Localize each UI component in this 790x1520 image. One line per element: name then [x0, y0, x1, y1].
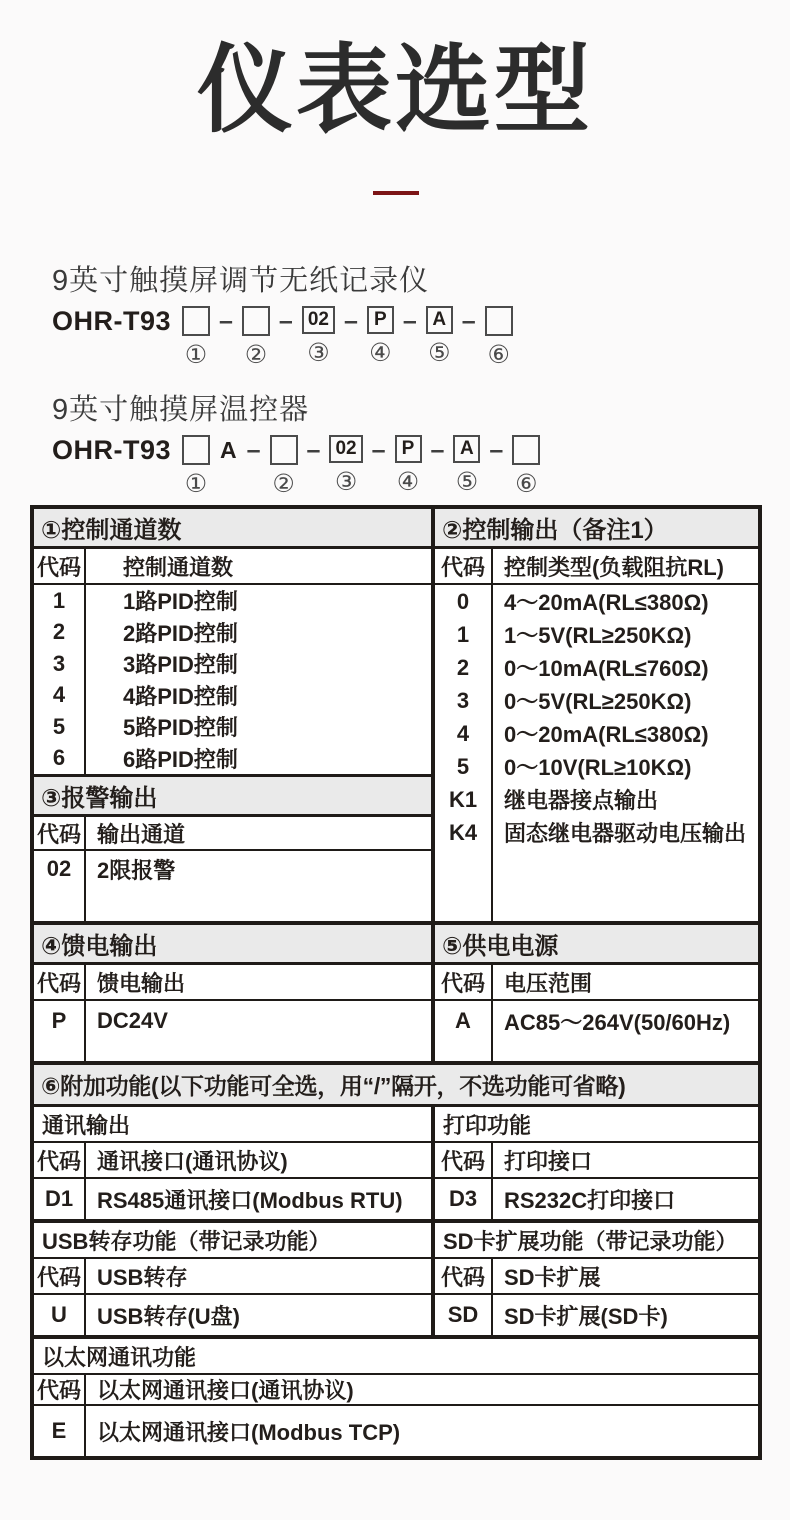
desc-header: 输出通道: [97, 821, 186, 847]
code-cell: 1: [34, 585, 86, 617]
table-row: [34, 711, 431, 743]
model-block-recorder: [52, 258, 540, 367]
desc-header: 馈电输出: [97, 970, 186, 996]
desc-cell: RS485通讯接口(Modbus RTU): [97, 1187, 403, 1213]
table-header: [34, 1375, 758, 1406]
code-box: A: [426, 306, 453, 334]
code-box: 02: [302, 306, 335, 334]
table-header: [34, 1143, 431, 1179]
section-title-5: ⑤供电电源: [435, 925, 758, 965]
desc-cell: 4～20mA(RL≤380Ω): [504, 590, 709, 615]
desc-cell: 以太网通讯接口(Modbus TCP): [97, 1419, 401, 1445]
table-rows: [34, 1295, 431, 1335]
model-slots: [182, 435, 540, 496]
code-cell: SD: [435, 1295, 493, 1335]
code-box: [485, 306, 513, 336]
code-cell: 5: [435, 750, 493, 783]
desc-cell: 3路PID控制: [123, 652, 238, 678]
table-row: [435, 585, 758, 618]
table-row: [34, 648, 431, 680]
code-cell: 0: [435, 585, 493, 618]
code-box: [182, 306, 210, 336]
code-cell: E: [34, 1406, 86, 1456]
position-marker: ④: [396, 467, 420, 496]
model-code-box: [453, 435, 480, 494]
table-row: [34, 851, 431, 887]
table-rows: [435, 1295, 758, 1335]
code-header: 代码: [435, 1143, 493, 1177]
block-power: [34, 925, 758, 1065]
table-row: [435, 717, 758, 750]
desc-cell: 2限报警: [97, 857, 176, 883]
position-marker: ⑥: [515, 469, 538, 498]
desc-cell: 1路PID控制: [123, 589, 238, 615]
code-box: P: [395, 435, 422, 463]
desc-header: 通讯接口(通讯协议): [97, 1148, 288, 1174]
code-cell: 3: [435, 684, 493, 717]
code-cell: D3: [435, 1179, 493, 1219]
position-marker: ⑥: [487, 340, 510, 369]
code-header: 代码: [435, 1259, 493, 1293]
table-row: [34, 585, 431, 617]
model-empty-box: [485, 306, 513, 367]
model-empty-box: [182, 435, 210, 496]
table-row: [34, 1295, 431, 1335]
model-heading: 9英寸触摸屏温控器: [52, 394, 310, 426]
table-control-output: [435, 509, 758, 921]
desc-cell: USB转存(U盘): [97, 1303, 240, 1329]
code-cell: 3: [34, 648, 86, 680]
desc-cell: 0～20mA(RL≤380Ω): [504, 722, 709, 747]
table-header: [34, 549, 431, 585]
model-coding-section: [52, 258, 540, 496]
model-block-temp-controller: [52, 387, 540, 496]
position-marker: ②: [272, 469, 295, 498]
model-code-box: [426, 306, 453, 365]
position-marker: ⑤: [428, 338, 451, 367]
title-underline: [373, 191, 419, 195]
sub-title-print: 打印功能: [435, 1107, 758, 1143]
model-code-box: [302, 306, 335, 365]
model-prefix: OHR-T93: [52, 306, 172, 336]
desc-header: 打印接口: [504, 1148, 593, 1174]
desc-cell: 2路PID控制: [123, 620, 238, 646]
subrow-comm-print: [34, 1107, 758, 1223]
code-box: P: [367, 306, 394, 334]
table-row: [34, 1179, 431, 1219]
block-control: [34, 509, 758, 925]
table-rows: [34, 1001, 431, 1041]
table-header: [34, 1259, 431, 1295]
desc-cell: 0～10V(RL≥10KΩ): [504, 755, 692, 780]
block-additional-functions: [34, 1065, 758, 1456]
code-box: [242, 306, 270, 336]
code-box: [182, 435, 210, 465]
desc-cell: 0～5V(RL≥250KΩ): [504, 689, 692, 714]
code-header: 代码: [34, 1375, 86, 1404]
table-comm-output: [34, 1107, 435, 1219]
sub-title-ethernet: 以太网通讯功能: [34, 1339, 758, 1375]
code-header: 代码: [34, 817, 86, 849]
desc-cell: AC85～264V(50/60Hz): [504, 1009, 731, 1035]
dash-separator: –: [402, 306, 417, 335]
sub-title-comm: 通讯输出: [34, 1107, 431, 1143]
model-empty-box: [182, 306, 210, 367]
code-header: 代码: [34, 1259, 86, 1293]
empty-filler: [435, 1041, 758, 1061]
table-row: [34, 617, 431, 649]
desc-cell: 继电器接点输出: [504, 788, 659, 813]
model-empty-box: [242, 306, 270, 367]
subrow-usb-sd: [34, 1223, 758, 1339]
code-cell: 4: [435, 717, 493, 750]
model-prefix: OHR-T93: [52, 435, 172, 465]
table-sd-expansion: [435, 1223, 758, 1335]
dash-separator: –: [489, 435, 504, 464]
table-rows: [34, 585, 431, 774]
dash-separator: –: [343, 306, 358, 335]
position-marker: ①: [184, 469, 208, 498]
dash-separator: –: [461, 306, 476, 335]
section-title-6: ⑥附加功能(以下功能可全选，用“/”隔开，不选功能可省略): [34, 1065, 758, 1107]
dash-separator: –: [371, 435, 386, 464]
code-cell: 6: [34, 743, 86, 775]
table-row: [435, 651, 758, 684]
empty-filler: [34, 1041, 431, 1061]
desc-header: SD卡扩展: [504, 1264, 601, 1290]
code-header: 代码: [34, 549, 86, 583]
position-marker: ⑤: [455, 467, 479, 496]
dash-separator: –: [306, 435, 321, 464]
table-rows: [34, 1406, 758, 1456]
table-header: [34, 817, 431, 851]
code-cell: 5: [34, 711, 86, 743]
desc-cell: 固态继电器驱动电压输出: [504, 821, 747, 846]
dash-separator: –: [278, 306, 293, 335]
desc-cell: DC24V: [97, 1008, 168, 1033]
table-row: [435, 684, 758, 717]
code-cell: 2: [34, 617, 86, 649]
table-row: [34, 743, 431, 775]
dash-separator: –: [430, 435, 445, 464]
model-empty-box: [512, 435, 540, 496]
desc-header: USB转存: [97, 1264, 188, 1290]
table-header: [435, 1259, 758, 1295]
model-code-box: [329, 435, 362, 494]
table-row: [435, 1179, 758, 1219]
dash-separator: –: [246, 435, 261, 464]
model-code-box: [367, 306, 394, 365]
table-feed-output: [34, 925, 435, 1061]
section-title-4: ④馈电输出: [34, 925, 431, 965]
table-ethernet: [34, 1339, 758, 1456]
code-header: 代码: [34, 965, 86, 999]
table-header: [34, 965, 431, 1001]
page-title: 仪表选型: [197, 37, 593, 144]
position-marker: ④: [369, 338, 392, 367]
desc-header: 控制通道数: [123, 554, 234, 580]
sub-title-usb: USB转存功能（带记录功能）: [34, 1223, 431, 1259]
table-row: [435, 816, 758, 849]
position-marker: ③: [307, 338, 330, 367]
table-header: [435, 549, 758, 585]
code-box: [512, 435, 540, 465]
code-cell: P: [34, 1001, 86, 1041]
table-row: [435, 750, 758, 783]
table-row: [435, 1295, 758, 1335]
code-header: 代码: [435, 965, 493, 999]
desc-header: 电压范围: [504, 970, 593, 996]
code-box: [270, 435, 298, 465]
table-row: [34, 1001, 431, 1041]
model-slots: [182, 306, 513, 367]
table-row: [435, 783, 758, 816]
empty-filler: [435, 849, 758, 921]
code-cell: K1: [435, 783, 493, 816]
model-code-line: [52, 306, 540, 367]
code-header: 代码: [34, 1143, 86, 1177]
table-row: [435, 618, 758, 651]
dash-separator: –: [219, 306, 233, 335]
table-rows: [435, 585, 758, 849]
section-title-1: ①控制通道数: [34, 509, 431, 549]
desc-cell: 6路PID控制: [123, 746, 238, 772]
table-rows: [435, 1001, 758, 1041]
model-code-box: [395, 435, 422, 494]
table-row: [435, 1001, 758, 1041]
code-cell: A: [435, 1001, 493, 1041]
model-heading: 9英寸触摸屏调节无纸记录仪: [52, 265, 430, 297]
desc-cell: 5路PID控制: [123, 715, 238, 741]
code-box: A: [453, 435, 480, 463]
desc-cell: 1～5V(RL≥250KΩ): [504, 623, 692, 648]
position-marker: ③: [334, 467, 358, 496]
table-rows: [34, 1179, 431, 1219]
table-usb-transfer: [34, 1223, 435, 1335]
code-header: 代码: [435, 549, 493, 583]
code-cell: 02: [34, 851, 86, 887]
desc-header: 以太网通讯接口(通讯协议): [97, 1378, 354, 1403]
code-cell: 4: [34, 680, 86, 712]
code-cell: U: [34, 1295, 86, 1335]
table-header: [435, 1143, 758, 1179]
code-cell: K4: [435, 816, 493, 849]
table-rows: [435, 1179, 758, 1219]
selection-tables-panel: [30, 505, 762, 1460]
sub-title-sd: SD卡扩展功能（带记录功能）: [435, 1223, 758, 1259]
desc-header: 控制类型(负载阻抗RL): [504, 554, 724, 580]
model-empty-box: [270, 435, 298, 496]
desc-cell: 4路PID控制: [123, 683, 238, 709]
empty-filler: [34, 887, 431, 921]
table-power-supply: [435, 925, 758, 1061]
position-marker: ②: [244, 340, 268, 369]
code-box: 02: [329, 435, 362, 463]
table-row: [34, 1406, 758, 1456]
table-row: [34, 680, 431, 712]
section-title-2: ②控制输出（备注1）: [435, 509, 758, 549]
section-title-3: ③报警输出: [34, 774, 431, 817]
table-print-function: [435, 1107, 758, 1219]
code-cell: 1: [435, 618, 493, 651]
desc-cell: SD卡扩展(SD卡): [504, 1303, 668, 1329]
table-control-channels: [34, 509, 435, 921]
model-code-line: [52, 435, 540, 496]
desc-cell: RS232C打印接口: [504, 1187, 676, 1213]
model-fixed-letter: A: [220, 436, 237, 463]
desc-cell: 0～10mA(RL≤760Ω): [504, 656, 709, 681]
table-rows: [34, 851, 431, 887]
code-cell: D1: [34, 1179, 86, 1219]
position-marker: ①: [184, 340, 208, 369]
table-header: [435, 965, 758, 1001]
code-cell: 2: [435, 651, 493, 684]
